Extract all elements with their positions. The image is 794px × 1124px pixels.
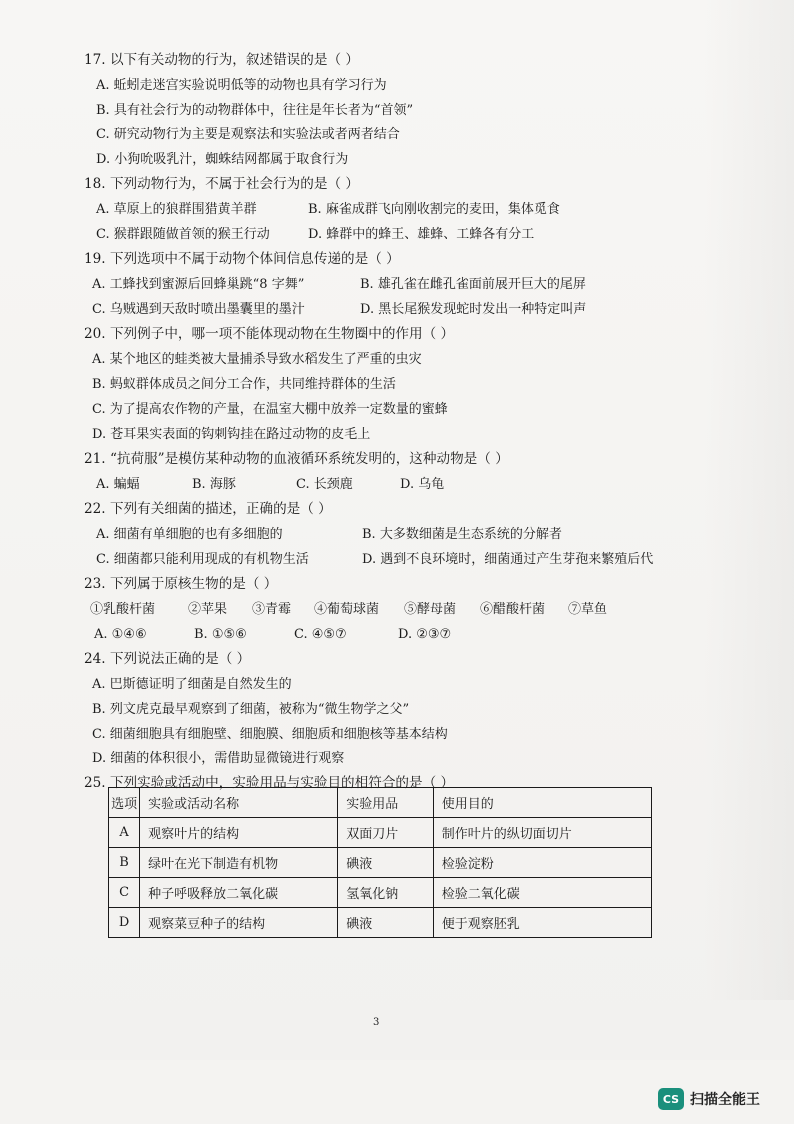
table-cell: C — [109, 878, 140, 908]
q22-option-d: D. 遇到不良环境时，细菌通过产生芽孢来繁殖后代 — [362, 552, 654, 567]
q24-option-c: C. 细菌细胞具有细胞壁、细胞膜、细胞质和细胞核等基本结构 — [92, 727, 448, 742]
q20-option-c: C. 为了提高农作物的产量，在温室大棚中放养一定数量的蜜蜂 — [92, 402, 448, 417]
q21-option-b: B. 海豚 — [192, 477, 236, 492]
q20-option-b: B. 蚂蚁群体成员之间分工合作，共同维持群体的生活 — [92, 377, 396, 392]
q23-option-d: D. ②③⑦ — [398, 627, 452, 642]
table-cell: 制作叶片的纵切面切片 — [433, 818, 651, 848]
q17-option-c: C. 研究动物行为主要是观察法和实验法或者两者结合 — [96, 127, 400, 142]
q18-option-a: A. 草原上的狼群围猎黄羊群 — [96, 202, 257, 217]
q21-stem: 21. “抗荷服”是模仿某种动物的血液循环系统发明的，这种动物是（ ） — [84, 451, 509, 467]
table-cell: 检验淀粉 — [433, 848, 651, 878]
q23-item: ①乳酸杆菌 — [90, 602, 156, 617]
q21-option-d: D. 乌龟 — [400, 477, 445, 492]
q19-option-b: B. 雄孔雀在雌孔雀面前展开巨大的尾屏 — [360, 277, 586, 292]
scanner-app-name: 扫描全能王 — [690, 1092, 760, 1108]
table-cell: A — [109, 818, 140, 848]
table-cell: 氢氧化钠 — [338, 878, 434, 908]
q25-table — [108, 787, 652, 938]
table-header: 使用目的 — [433, 788, 651, 818]
q17-option-d: D. 小狗吮吸乳汁，蜘蛛结网都属于取食行为 — [96, 152, 349, 167]
q23-option-a: A. ①④⑥ — [94, 627, 147, 642]
q20-stem: 20. 下列例子中，哪一项不能体现动物在生物圈中的作用（ ） — [84, 326, 455, 342]
q21-option-a: A. 蝙蝠 — [96, 477, 140, 492]
table-cell: 绿叶在光下制造有机物 — [140, 848, 338, 878]
q20-option-d: D. 苍耳果实表面的钩刺钩挂在路过动物的皮毛上 — [92, 427, 371, 442]
table-cell: 碘液 — [338, 848, 434, 878]
q23-item: ⑦草鱼 — [568, 602, 608, 617]
q18-option-b: B. 麻雀成群飞向刚收割完的麦田，集体觅食 — [308, 202, 560, 217]
q18-option-d: D. 蜂群中的蜂王、雄蜂、工蜂各有分工 — [308, 227, 535, 242]
scanner-watermark — [658, 1086, 760, 1112]
table-cell: 碘液 — [338, 908, 434, 938]
q23-option-b: B. ①⑤⑥ — [194, 627, 247, 642]
q19-option-c: C. 乌贼遇到天敌时喷出墨囊里的墨汁 — [92, 302, 305, 317]
q18-option-c: C. 猴群跟随做首领的猴王行动 — [96, 227, 270, 242]
q22-option-c: C. 细菌都只能利用现成的有机物生活 — [96, 552, 309, 567]
q21-option-c: C. 长颈鹿 — [296, 477, 353, 492]
table-row — [109, 848, 652, 878]
q23-item: ④葡萄球菌 — [314, 602, 380, 617]
q23-item: ⑥醋酸杆菌 — [480, 602, 546, 617]
table-row — [109, 908, 652, 938]
table-cell: 观察菜豆种子的结构 — [140, 908, 338, 938]
q19-stem: 19. 下列选项中不属于动物个体间信息传递的是（ ） — [84, 251, 400, 267]
q24-option-b: B. 列文虎克最早观察到了细菌，被称为“微生物学之父” — [92, 702, 410, 717]
q22-option-a: A. 细菌有单细胞的也有多细胞的 — [96, 527, 283, 542]
show-through-shadow — [704, 0, 794, 1000]
q24-option-a: A. 巴斯德证明了细菌是自然发生的 — [92, 677, 292, 692]
table-header: 实验或活动名称 — [140, 788, 338, 818]
q20-option-a: A. 某个地区的蛙类被大量捕杀导致水稻发生了严重的虫灾 — [92, 352, 422, 367]
q17-option-b: B. 具有社会行为的动物群体中，往往是年长者为“首领” — [96, 103, 414, 118]
q23-stem: 23. 下列属于原核生物的是（ ） — [84, 576, 278, 592]
q22-option-b: B. 大多数细菌是生态系统的分解者 — [362, 527, 562, 542]
q23-item: ⑤酵母菌 — [404, 602, 457, 617]
q24-stem: 24. 下列说法正确的是（ ） — [84, 651, 251, 667]
table-header: 选项 — [109, 788, 140, 818]
camscanner-logo-icon: CS — [658, 1088, 684, 1110]
q17-stem: 17. 以下有关动物的行为，叙述错误的是（ ） — [84, 52, 359, 68]
q24-option-d: D. 细菌的体积很小，需借助显微镜进行观察 — [92, 751, 345, 766]
table-cell: 便于观察胚乳 — [433, 908, 651, 938]
q23-item: ③青霉 — [252, 602, 292, 617]
q18-stem: 18. 下列动物行为，不属于社会行为的是（ ） — [84, 176, 359, 192]
q19-option-d: D. 黑长尾猴发现蛇时发出一种特定叫声 — [360, 302, 587, 317]
table-cell: D — [109, 908, 140, 938]
q19-option-a: A. 工蜂找到蜜源后回蜂巢跳“8 字舞” — [92, 277, 305, 292]
page-number: 3 — [373, 1017, 380, 1028]
q17-option-a: A. 蚯蚓走迷宫实验说明低等的动物也具有学习行为 — [96, 78, 387, 93]
table-row — [109, 818, 652, 848]
table-row — [109, 878, 652, 908]
table-header-row — [109, 788, 652, 818]
q23-option-c: C. ④⑤⑦ — [294, 627, 347, 642]
table-cell: 观察叶片的结构 — [140, 818, 338, 848]
table-cell: 双面刀片 — [338, 818, 434, 848]
table-header: 实验用品 — [338, 788, 434, 818]
table-cell: 检验二氧化碳 — [433, 878, 651, 908]
q23-item: ②苹果 — [188, 602, 228, 617]
q25-stem: 25. 下列实验或活动中，实验用品与实验目的相符合的是（ ） — [84, 775, 455, 791]
table-cell: 种子呼吸释放二氧化碳 — [140, 878, 338, 908]
table-cell: B — [109, 848, 140, 878]
q22-stem: 22. 下列有关细菌的描述，正确的是（ ） — [84, 501, 332, 517]
